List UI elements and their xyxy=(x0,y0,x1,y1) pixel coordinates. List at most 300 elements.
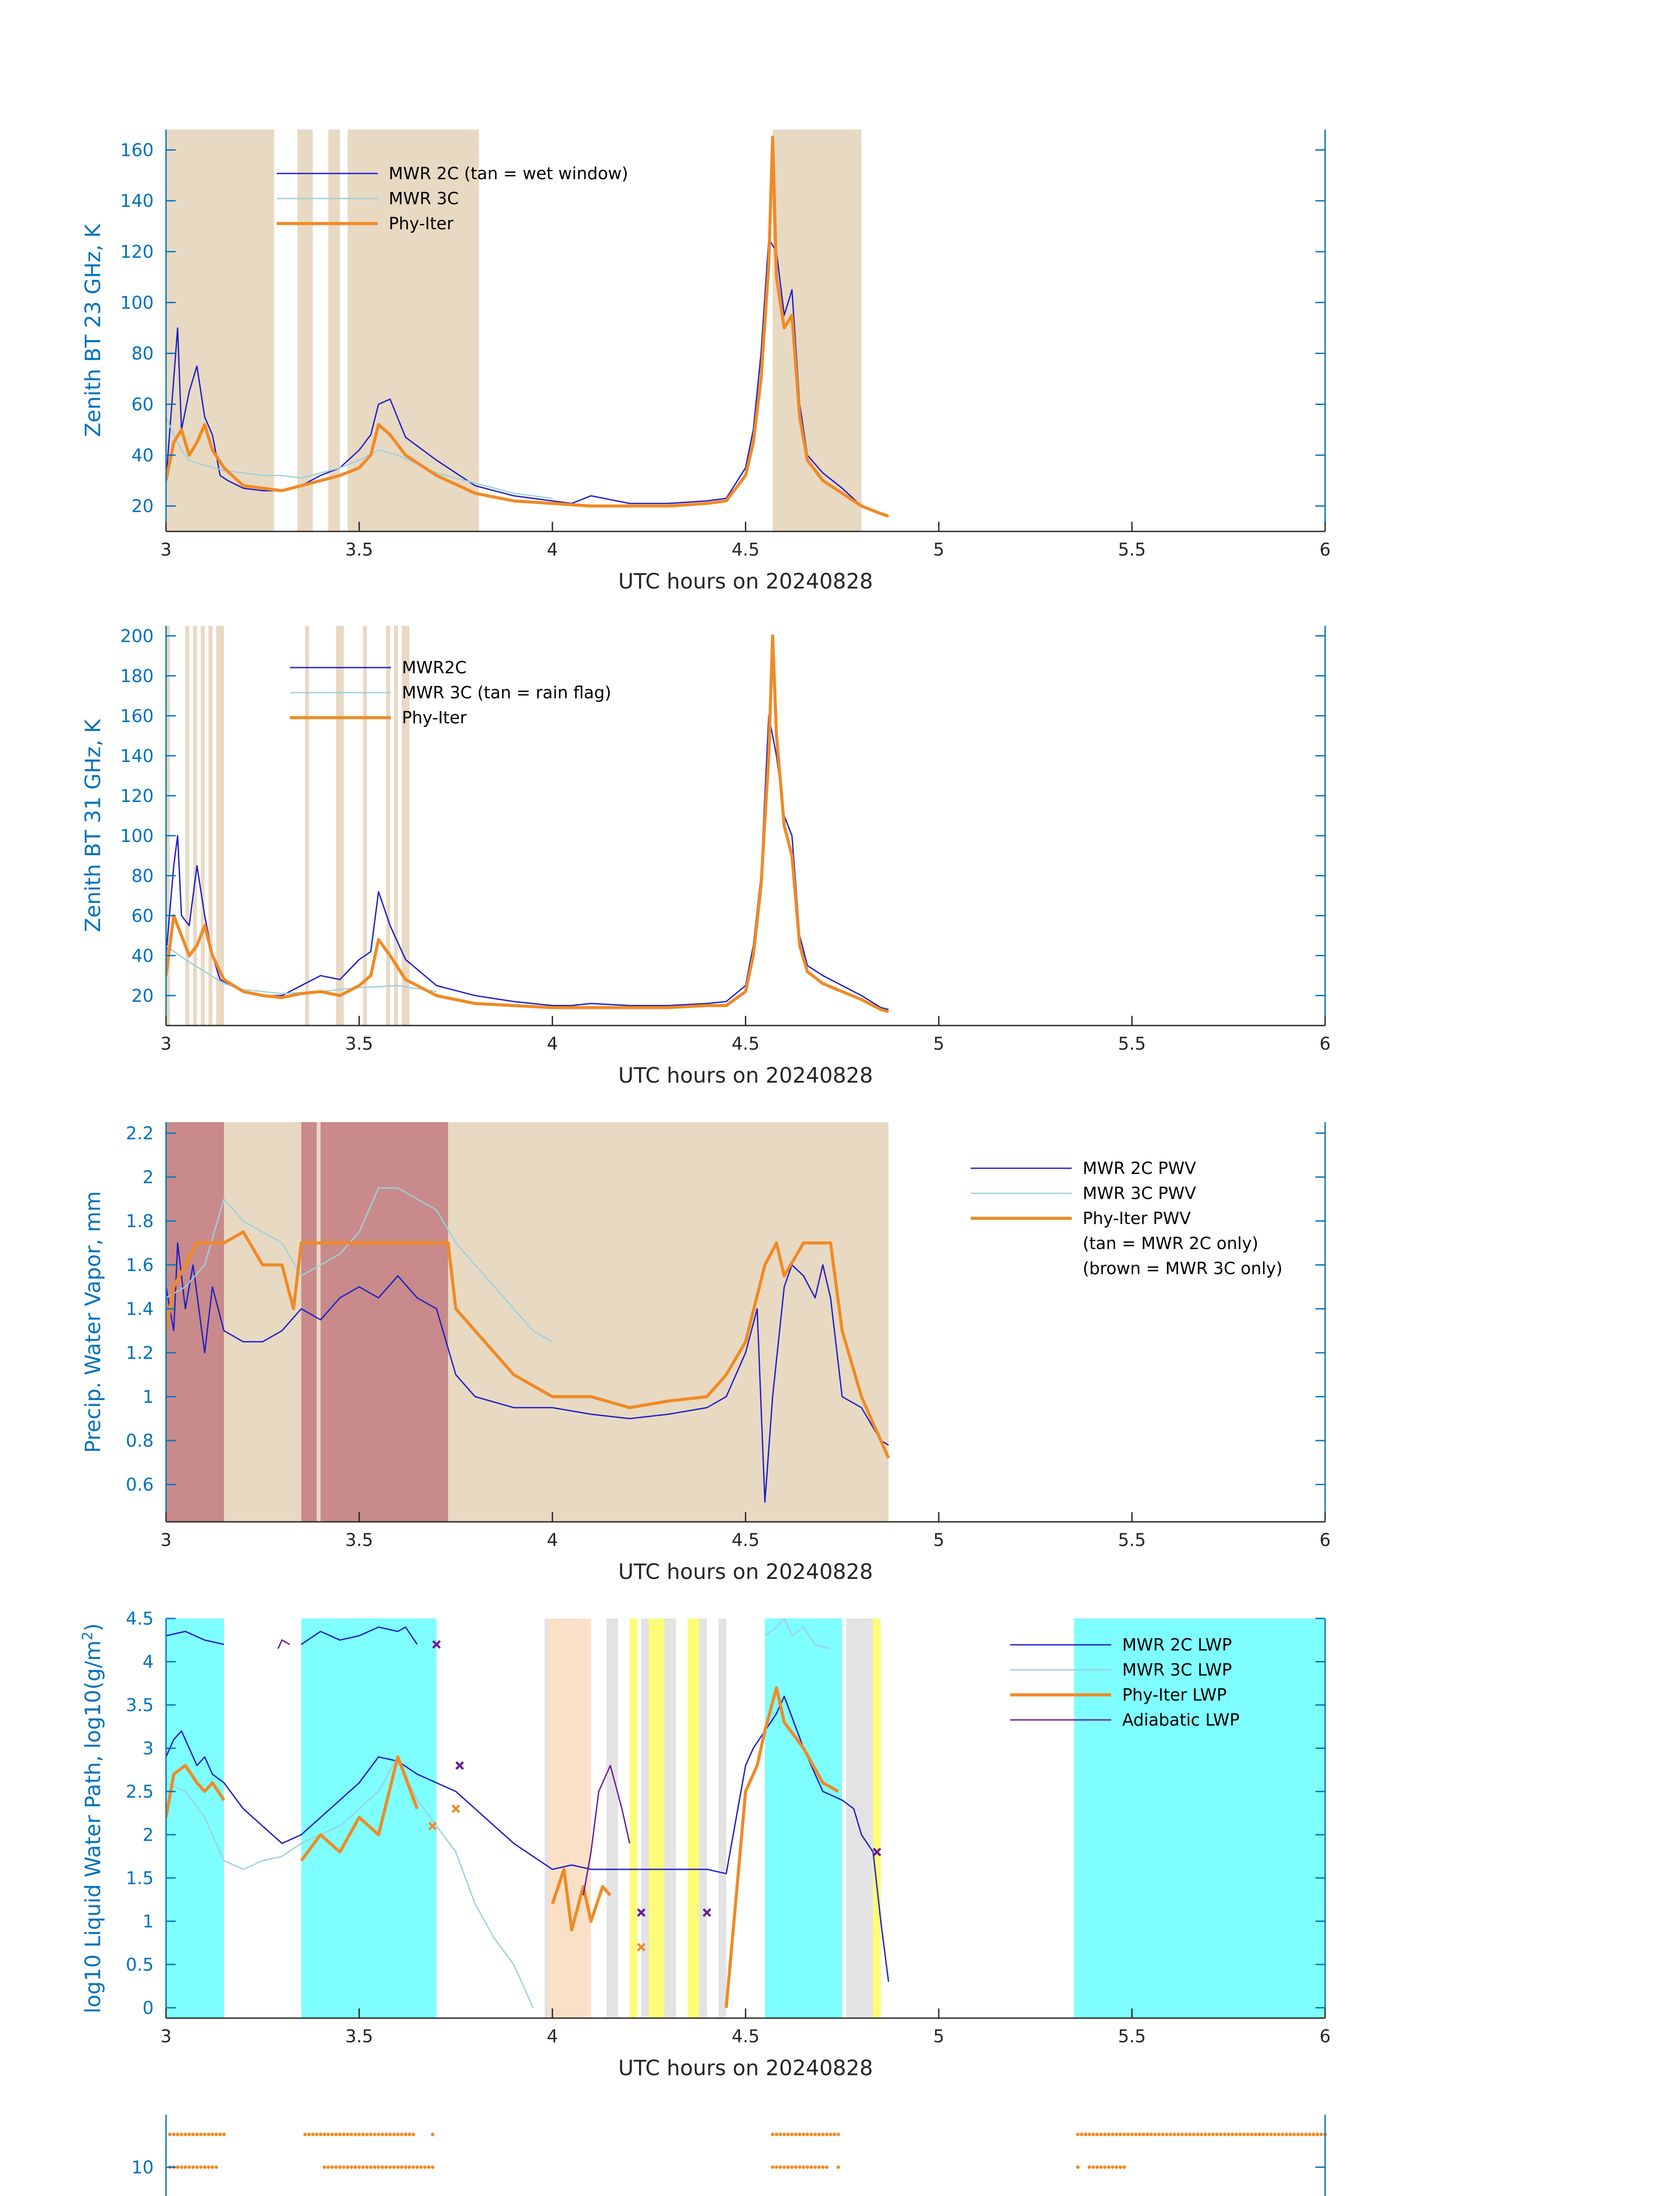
flag-point xyxy=(790,2165,794,2169)
flag-point xyxy=(207,2165,210,2169)
y-tick-label: 60 xyxy=(131,906,154,926)
x-tick-label: 6 xyxy=(1319,1530,1331,1550)
x-tick-label: 5 xyxy=(933,1034,945,1054)
x-axis-label: UTC hours on 20240828 xyxy=(618,2056,873,2080)
legend-entry: MWR 2C PWV xyxy=(1083,1159,1196,1178)
flag-point xyxy=(825,2165,828,2169)
flag-point xyxy=(1254,2133,1257,2136)
flag-point xyxy=(211,2165,214,2169)
flag-point xyxy=(412,2133,415,2136)
flag-point xyxy=(1293,2133,1296,2136)
shading-band xyxy=(386,626,390,1026)
flag-point xyxy=(786,2133,790,2136)
flag-point xyxy=(423,2165,426,2169)
y-tick-label: 0 xyxy=(142,1998,154,2019)
flag-point xyxy=(1242,2133,1246,2136)
shading-band xyxy=(873,1618,881,2018)
flag-point xyxy=(1203,2133,1207,2136)
flag-point xyxy=(388,2133,392,2136)
flag-point xyxy=(315,2133,318,2136)
shading-band xyxy=(607,1618,618,2018)
flag-point xyxy=(821,2165,824,2169)
flag-point xyxy=(180,2165,183,2169)
flag-point xyxy=(377,2133,380,2136)
y-tick-label: 20 xyxy=(131,496,154,517)
shading-band xyxy=(305,626,309,1026)
flag-point xyxy=(431,2133,434,2136)
flag-point xyxy=(771,2133,774,2136)
flag-point xyxy=(1227,2133,1230,2136)
legend-entry: MWR 2C LWP xyxy=(1122,1635,1232,1654)
flag-point xyxy=(794,2133,798,2136)
shading-band xyxy=(363,626,367,1026)
x-tick-label: 5 xyxy=(933,1530,945,1550)
x-tick-label: 4 xyxy=(546,1530,558,1550)
x-tick-label: 6 xyxy=(1319,2026,1331,2047)
flag-point xyxy=(1157,2133,1161,2136)
x-tick-label: 5 xyxy=(933,2026,945,2047)
y-tick-label: 3 xyxy=(142,1738,154,1759)
flag-point xyxy=(1087,2165,1091,2169)
shading-band xyxy=(641,1618,649,2018)
flag-point xyxy=(1153,2133,1157,2136)
y-tick-label: 4 xyxy=(142,1652,154,1672)
y-axis-label: log10 Liquid Water Path, $\log 10(g/m^2)$ xyxy=(79,1623,105,2014)
flag-point xyxy=(1289,2133,1292,2136)
flag-point xyxy=(779,2133,782,2136)
flag-point xyxy=(817,2133,821,2136)
y-tick-label: 160 xyxy=(120,140,154,161)
flag-point xyxy=(326,2133,330,2136)
flag-point xyxy=(1123,2165,1126,2169)
flag-point xyxy=(1123,2133,1126,2136)
flag-point xyxy=(1215,2133,1219,2136)
flag-point xyxy=(1099,2133,1103,2136)
flag-point xyxy=(1300,2133,1304,2136)
flag-point xyxy=(176,2133,179,2136)
flag-point xyxy=(303,2133,307,2136)
shading-band xyxy=(846,1618,873,2018)
flag-point xyxy=(311,2133,314,2136)
flag-point xyxy=(798,2133,802,2136)
flag-point xyxy=(802,2133,805,2136)
flag-point xyxy=(342,2165,346,2169)
shading-band xyxy=(699,1618,707,2018)
flag-point xyxy=(1207,2133,1211,2136)
y-tick-label: 2 xyxy=(142,1167,154,1188)
y-tick-label: 0.8 xyxy=(126,1431,154,1451)
shading-band xyxy=(549,1618,591,2018)
flag-point xyxy=(392,2165,396,2169)
flag-point xyxy=(786,2165,790,2169)
flag-point xyxy=(1119,2133,1122,2136)
y-tick-label: 1 xyxy=(142,1387,154,1407)
flag-point xyxy=(1087,2133,1091,2136)
legend-entry: Phy-Iter LWP xyxy=(1122,1685,1227,1705)
flag-point xyxy=(203,2165,206,2169)
y-tick-label: 0.5 xyxy=(126,1954,154,1975)
flag-point xyxy=(1188,2133,1192,2136)
flag-point xyxy=(195,2165,199,2169)
shading-band xyxy=(301,1618,437,2018)
flag-point xyxy=(837,2165,840,2169)
flag-point xyxy=(794,2165,798,2169)
flag-point xyxy=(396,2165,400,2169)
flag-point xyxy=(1257,2133,1261,2136)
flag-point xyxy=(817,2165,821,2169)
flag-point xyxy=(323,2165,326,2169)
bt31-panel xyxy=(81,626,1331,1088)
y-tick-label: 10 xyxy=(131,2157,154,2178)
shading-band xyxy=(765,1618,842,2018)
flag-point xyxy=(396,2133,400,2136)
flag-point xyxy=(377,2165,380,2169)
flag-point xyxy=(338,2133,342,2136)
shading-band xyxy=(297,130,313,531)
x-tick-label: 4 xyxy=(546,2026,558,2047)
flag-point xyxy=(1119,2165,1122,2169)
flag-point xyxy=(1184,2133,1188,2136)
y-tick-label: 4.5 xyxy=(126,1609,154,1629)
shading-band xyxy=(630,1618,638,2018)
flag-point xyxy=(211,2133,214,2136)
flag-point xyxy=(1145,2133,1149,2136)
flag-point xyxy=(1281,2133,1284,2136)
flag-point xyxy=(381,2133,384,2136)
y-tick-label: 140 xyxy=(120,191,154,212)
y-tick-label: 1.4 xyxy=(126,1299,154,1319)
flag-point xyxy=(326,2165,330,2169)
legend-entry: MWR 3C LWP xyxy=(1122,1660,1232,1680)
flag-point xyxy=(184,2133,187,2136)
flag-point xyxy=(1277,2133,1280,2136)
y-tick-label: 1.2 xyxy=(126,1343,154,1363)
flag-point xyxy=(214,2165,218,2169)
legend-entry: MWR 3C (tan = rain flag) xyxy=(402,683,611,702)
flag-point xyxy=(350,2133,353,2136)
x-tick-label: 4.5 xyxy=(731,1034,760,1054)
y-tick-label: 40 xyxy=(131,445,154,466)
flag-point xyxy=(1269,2133,1273,2136)
flag-point xyxy=(404,2133,407,2136)
flag-point xyxy=(1200,2133,1203,2136)
flag-point xyxy=(381,2165,384,2169)
flag-point xyxy=(798,2165,802,2169)
flag-point xyxy=(1095,2133,1099,2136)
x-tick-label: 5.5 xyxy=(1118,540,1146,560)
legend-entry: MWR 3C xyxy=(389,189,459,208)
flag-point xyxy=(1177,2133,1180,2136)
flag-point xyxy=(191,2133,195,2136)
flag-point xyxy=(354,2165,357,2169)
flag-point xyxy=(1265,2133,1269,2136)
flag-point xyxy=(199,2165,202,2169)
shading-band xyxy=(688,1618,699,2018)
flag-point xyxy=(358,2133,361,2136)
y-tick-label: 80 xyxy=(131,866,154,886)
flag-point xyxy=(207,2133,210,2136)
flag-point xyxy=(188,2165,191,2169)
data-marker xyxy=(452,1805,459,1812)
flag-point xyxy=(837,2133,840,2136)
flag-point xyxy=(1261,2133,1265,2136)
shading-band xyxy=(166,1618,224,2018)
flag-point xyxy=(1308,2133,1311,2136)
flag-point xyxy=(195,2133,199,2136)
flag-point xyxy=(1076,2165,1080,2169)
flag-point xyxy=(180,2133,183,2136)
flag-point xyxy=(1149,2133,1153,2136)
y-axis-label: Zenith BT 23 GHz, K xyxy=(81,224,105,437)
x-tick-label: 3.5 xyxy=(345,2026,373,2047)
flag-point xyxy=(408,2165,411,2169)
flag-point xyxy=(1130,2133,1134,2136)
legend-entry: Phy-Iter xyxy=(389,214,454,233)
x-axis-label: UTC hours on 20240828 xyxy=(618,1063,873,1088)
x-tick-label: 3 xyxy=(160,540,172,560)
legend-entry: MWR 2C (tan = wet window) xyxy=(389,164,629,183)
flag-point xyxy=(1103,2133,1107,2136)
y-axis-label: Precip. Water Vapor, mm xyxy=(81,1191,105,1453)
x-tick-label: 6 xyxy=(1319,540,1331,560)
flag-point xyxy=(222,2133,226,2136)
flag-point xyxy=(168,2133,172,2136)
flag-point xyxy=(1107,2165,1110,2169)
flag-point xyxy=(369,2165,372,2169)
shading-band xyxy=(301,1122,317,1522)
flag-point xyxy=(323,2133,326,2136)
flag-point xyxy=(1319,2133,1323,2136)
y-tick-label: 160 xyxy=(120,706,154,726)
flag-point xyxy=(346,2133,349,2136)
flag-point xyxy=(365,2133,369,2136)
flag-point xyxy=(404,2165,407,2169)
flag-point xyxy=(342,2133,346,2136)
flag-point xyxy=(392,2133,396,2136)
flag-point xyxy=(771,2165,774,2169)
x-tick-label: 3 xyxy=(160,1530,172,1550)
y-tick-label: 200 xyxy=(120,626,154,647)
flag-point xyxy=(1304,2133,1308,2136)
shading-band xyxy=(201,626,205,1026)
flag-point xyxy=(1103,2165,1107,2169)
x-tick-label: 4 xyxy=(546,1034,558,1054)
flag-point xyxy=(431,2165,434,2169)
flag-point xyxy=(1285,2133,1288,2136)
flag-point xyxy=(199,2133,202,2136)
flag-point xyxy=(790,2133,794,2136)
flag-point xyxy=(1107,2133,1110,2136)
lwp-panel xyxy=(79,1609,1331,2080)
legend-entry: Adiabatic LWP xyxy=(1122,1710,1240,1730)
y-tick-label: 140 xyxy=(120,746,154,766)
shading-band xyxy=(321,1122,448,1522)
flag-point xyxy=(1169,2133,1172,2136)
flag-point xyxy=(415,2165,419,2169)
flag-point xyxy=(1095,2165,1099,2169)
x-tick-label: 5.5 xyxy=(1118,1530,1146,1550)
y-tick-label: 2.5 xyxy=(126,1781,154,1802)
flag-point xyxy=(1099,2165,1103,2169)
y-tick-label: 0.6 xyxy=(126,1475,154,1495)
flag-point xyxy=(1084,2133,1087,2136)
x-tick-label: 5.5 xyxy=(1118,1034,1146,1054)
x-tick-label: 3 xyxy=(160,1034,172,1054)
x-axis-label: UTC hours on 20240828 xyxy=(618,569,873,594)
flag-point xyxy=(400,2165,404,2169)
flag-point xyxy=(419,2165,423,2169)
x-tick-label: 5 xyxy=(933,540,945,560)
flag-point xyxy=(1111,2133,1114,2136)
flag-point xyxy=(1296,2133,1300,2136)
dq-flag-panel xyxy=(81,2115,1331,2196)
flag-point xyxy=(365,2165,369,2169)
flag-point xyxy=(358,2165,361,2169)
flag-point xyxy=(330,2133,334,2136)
y-tick-label: 100 xyxy=(120,826,154,846)
legend-entry: (brown = MWR 3C only) xyxy=(1083,1259,1283,1278)
flag-point xyxy=(1161,2133,1165,2136)
flag-point xyxy=(1142,2133,1145,2136)
flag-point xyxy=(1312,2133,1315,2136)
flag-point xyxy=(1231,2133,1234,2136)
shading-band xyxy=(665,1618,676,2018)
flag-point xyxy=(1223,2133,1226,2136)
flag-point xyxy=(373,2165,376,2169)
flag-point xyxy=(427,2165,430,2169)
flag-point xyxy=(806,2165,809,2169)
x-tick-label: 3 xyxy=(160,2026,172,2047)
flag-point xyxy=(307,2133,311,2136)
flag-point xyxy=(779,2165,782,2169)
flag-point xyxy=(1115,2165,1118,2169)
x-tick-label: 6 xyxy=(1319,1034,1331,1054)
x-tick-label: 4.5 xyxy=(731,1530,760,1550)
flag-point xyxy=(1315,2133,1319,2136)
flag-point xyxy=(782,2133,786,2136)
y-tick-label: 20 xyxy=(131,986,154,1006)
flag-point xyxy=(400,2133,404,2136)
flag-point xyxy=(369,2133,372,2136)
legend-entry: (tan = MWR 2C only) xyxy=(1083,1234,1258,1253)
y-tick-label: 180 xyxy=(120,666,154,686)
legend-entry: Phy-Iter xyxy=(402,708,467,727)
flag-point xyxy=(218,2133,222,2136)
flag-point xyxy=(384,2133,388,2136)
flag-point xyxy=(330,2165,334,2169)
flag-point xyxy=(384,2165,388,2169)
legend-entry: MWR2C xyxy=(402,658,467,677)
flag-point xyxy=(1115,2133,1118,2136)
flag-point xyxy=(813,2133,817,2136)
flag-point xyxy=(1192,2133,1196,2136)
flag-point xyxy=(408,2133,411,2136)
flag-point xyxy=(1091,2133,1095,2136)
flag-point xyxy=(813,2165,817,2169)
y-tick-label: 1.8 xyxy=(126,1211,154,1232)
flag-point xyxy=(809,2165,813,2169)
flag-point xyxy=(338,2165,342,2169)
flag-point xyxy=(833,2133,836,2136)
flag-point xyxy=(203,2133,206,2136)
flag-point xyxy=(388,2165,392,2169)
shading-band xyxy=(649,1618,665,2018)
flag-point xyxy=(782,2165,786,2169)
y-axis-label: Zenith BT 31 GHz, K xyxy=(81,719,105,932)
flag-point xyxy=(802,2165,805,2169)
flag-point xyxy=(1219,2133,1222,2136)
flag-point xyxy=(373,2133,376,2136)
x-tick-label: 5.5 xyxy=(1118,2026,1146,2047)
flag-point xyxy=(1246,2133,1250,2136)
y-tick-label: 120 xyxy=(120,242,154,262)
flag-point xyxy=(1138,2133,1142,2136)
flag-point xyxy=(825,2133,828,2136)
y-tick-label: 40 xyxy=(131,946,154,966)
series-line xyxy=(278,1640,289,1649)
data-marker xyxy=(456,1762,463,1769)
shading-band xyxy=(336,626,344,1026)
y-tick-label: 80 xyxy=(131,343,154,364)
x-tick-label: 4.5 xyxy=(731,2026,760,2047)
flag-point xyxy=(829,2133,832,2136)
y-tick-label: 100 xyxy=(120,293,154,313)
legend-entry: Phy-Iter PWV xyxy=(1083,1209,1191,1228)
series-line xyxy=(166,716,889,1010)
flag-point xyxy=(809,2133,813,2136)
y-tick-label: 120 xyxy=(120,786,154,806)
x-tick-label: 3.5 xyxy=(345,540,373,560)
flag-point xyxy=(1235,2133,1238,2136)
x-tick-label: 3.5 xyxy=(345,1034,373,1054)
y-tick-label: 1.6 xyxy=(126,1255,154,1275)
shading-band xyxy=(185,626,189,1026)
flag-point xyxy=(1173,2133,1176,2136)
flag-point xyxy=(361,2165,365,2169)
flag-point xyxy=(361,2133,365,2136)
flag-point xyxy=(1196,2133,1199,2136)
flag-point xyxy=(775,2133,778,2136)
flag-point xyxy=(1111,2165,1114,2169)
bt23-panel xyxy=(81,130,1331,594)
y-tick-label: 3.5 xyxy=(126,1695,154,1716)
flag-point xyxy=(1165,2133,1168,2136)
flag-point xyxy=(1211,2133,1215,2136)
flag-point xyxy=(1091,2165,1095,2169)
shading-band xyxy=(209,626,213,1026)
flag-point xyxy=(1080,2133,1084,2136)
flag-point xyxy=(1181,2133,1184,2136)
legend-entry: MWR 3C PWV xyxy=(1083,1184,1196,1203)
y-tick-label: 1 xyxy=(142,1911,154,1932)
y-tick-label: 2.2 xyxy=(126,1123,154,1144)
x-axis-label: UTC hours on 20240828 xyxy=(618,1560,873,1584)
flag-point xyxy=(354,2133,357,2136)
flag-point xyxy=(184,2165,187,2169)
y-tick-label: 1.5 xyxy=(126,1868,154,1889)
flag-point xyxy=(1273,2133,1277,2136)
flag-point xyxy=(412,2165,415,2169)
flag-point xyxy=(346,2165,349,2169)
flag-point xyxy=(319,2133,322,2136)
flag-point xyxy=(1250,2133,1254,2136)
flag-point xyxy=(1238,2133,1242,2136)
flag-point xyxy=(188,2133,191,2136)
flag-point xyxy=(191,2165,195,2169)
x-tick-label: 4.5 xyxy=(731,540,760,560)
flag-point xyxy=(334,2133,338,2136)
flag-point xyxy=(350,2165,353,2169)
